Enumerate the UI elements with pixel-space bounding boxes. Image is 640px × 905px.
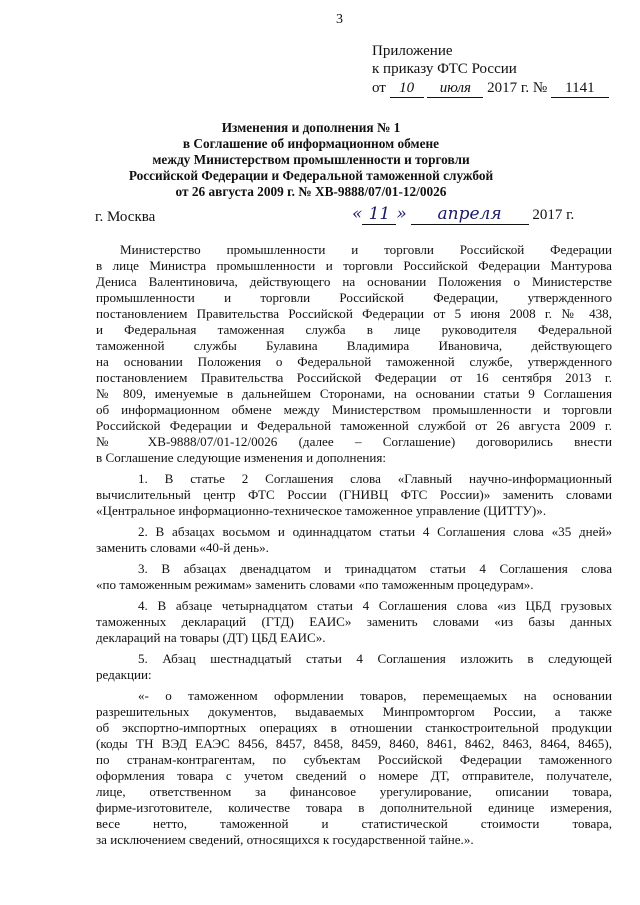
item-2-line: 2. В абзацах восьмом и одиннадцатом статьи 4 Соглашения слова «35 дней» <box>138 524 612 539</box>
body-line: постановлением Правительства Российской Федерации от 16 сентября 2013 г. <box>96 370 612 385</box>
body-line: и Федеральная таможенная служба в лице руководителя Федеральной <box>96 322 612 337</box>
item-4-line: таможенных деклараций (ГТД) ЕАИС» заменить словами «из базы данных <box>96 614 612 629</box>
appendix-label: Приложение <box>372 43 453 59</box>
body-line: об информационном обмене между Министерством промышленности и торговли <box>96 402 612 417</box>
title-line-3: между Министерством промышленности и торговли <box>152 152 470 167</box>
place: г. Москва <box>95 209 156 225</box>
date-year: 2017 г. <box>532 207 575 223</box>
quote-line: лице, ответственном за финансовое урегулирование, описании товара, <box>96 784 612 799</box>
body-line: в Соглашение следующие изменения и дополнения: <box>96 450 387 465</box>
item-1-line: 1. В статье 2 Соглашения слова «Главный научно-информационный <box>138 471 612 486</box>
appendix-number: 1141 <box>551 79 609 98</box>
title-line-5: от 26 августа 2009 г. № ХВ-9888/07/01-12/0026 <box>175 184 447 199</box>
title-line-1: Изменения и дополнения № 1 <box>221 120 401 135</box>
document-title <box>96 120 526 200</box>
body-line: промышленности и торговли Российской Федерации, утвержденного <box>96 290 612 305</box>
body-line: постановлением Правительства Российской Федерации от 5 июня 2008 г. № 438, <box>96 306 612 321</box>
body-line: Дениса Валентиновича, действующего на основании Положения о Министерстве <box>96 274 612 289</box>
body-line: Министерство промышленности и торговли Российской Федерации <box>120 242 612 257</box>
page-number: 3 <box>336 12 343 27</box>
quote-line: об экспортно-импортных операциях в отношении станкостроительной продукции <box>96 720 612 735</box>
item-5-line: 5. Абзац шестнадцатый статьи 4 Соглашения изложить в следующей <box>138 651 612 666</box>
appendix-month: июля <box>427 79 483 98</box>
appendix-day: 10 <box>390 79 424 98</box>
item-4-line: 4. В абзаце четырнадцатом статьи 4 Соглашения слова «из ЦБД грузовых <box>138 598 612 613</box>
quote-line: за исключением сведений, относящихся к государственной тайне.». <box>96 832 474 847</box>
date-day-handwritten: 11 <box>362 204 396 225</box>
item-2-line: заменить словами «40-й день». <box>96 540 269 555</box>
title-line-4: Российской Федерации и Федеральной таможенной службой <box>128 168 494 183</box>
body-line: Российской Федерации и Федеральной таможенной службой от 26 августа 2009 г. <box>96 418 612 433</box>
signing-date <box>352 204 574 225</box>
item-5-line: редакции: <box>96 667 152 682</box>
body-line: на основании Положения о Федеральной таможенной службе, утвержденного <box>96 354 612 369</box>
appendix-from-label: от <box>372 80 386 96</box>
item-3-line: «по таможенным режимам» заменить словами «по таможенным процедурам». <box>96 577 534 592</box>
quote-line: оформления товара с учетом сведений о номере ДТ, отправителе, получателе, <box>96 768 612 783</box>
quote-line: по странам-контрагентам, по субъектам Российской Федерации таможенного <box>96 752 612 767</box>
item-1-line: вычислительный центр ФТС России (ГНИВЦ ФТС России)» заменить словами <box>96 487 612 502</box>
appendix-no-label: № <box>532 80 548 96</box>
body-line: № 809, именуемые в дальнейшем Сторонами, на основании статьи 9 Соглашения <box>96 386 612 401</box>
appendix-year: 2017 г. <box>487 80 530 96</box>
item-4-line: деклараций на товары (ДТ) ЦБД ЕАИС». <box>96 630 326 645</box>
quote-line: разрешительных документов, выдаваемых Минпромторгом России, а также <box>96 704 612 719</box>
date-close-quote: » <box>396 204 407 224</box>
quote-line: (коды ТН ВЭД ЕАЭС 8456, 8457, 8458, 8459, 8460, 8461, 8462, 8463, 8464, 8465), <box>96 736 612 751</box>
title-line-2: в Соглашение об информационном обмене <box>182 136 440 151</box>
date-month-handwritten: апреля <box>411 204 529 225</box>
body-line: № ХВ-9888/07/01-12/0026 (далее – Соглашение) договорились внести <box>96 434 612 449</box>
quote-line: «- о таможенном оформлении товаров, перемещаемых на основании <box>138 688 612 703</box>
date-open-quote: « <box>352 204 363 224</box>
quote-line: фирме-изготовителе, количестве товара в дополнительной единице измерения, <box>96 800 612 815</box>
quote-line: весе нетто, таможенной и статистической стоимости товара, <box>96 816 612 831</box>
item-1-line: «Центральное информационно-техническое таможенное управление (ЦИТТУ)». <box>96 503 547 518</box>
body-line: таможенной службы Булавина Владимира Ивановича, действующего <box>96 338 612 353</box>
item-3-line: 3. В абзацах двенадцатом и тринадцатом статьи 4 Соглашения слова <box>138 561 612 576</box>
appendix-order-ref: к приказу ФТС России <box>372 61 517 77</box>
appendix-date-number <box>372 79 609 98</box>
body-line: в лице Министра промышленности и торговли Российской Федерации Мантурова <box>96 258 612 273</box>
